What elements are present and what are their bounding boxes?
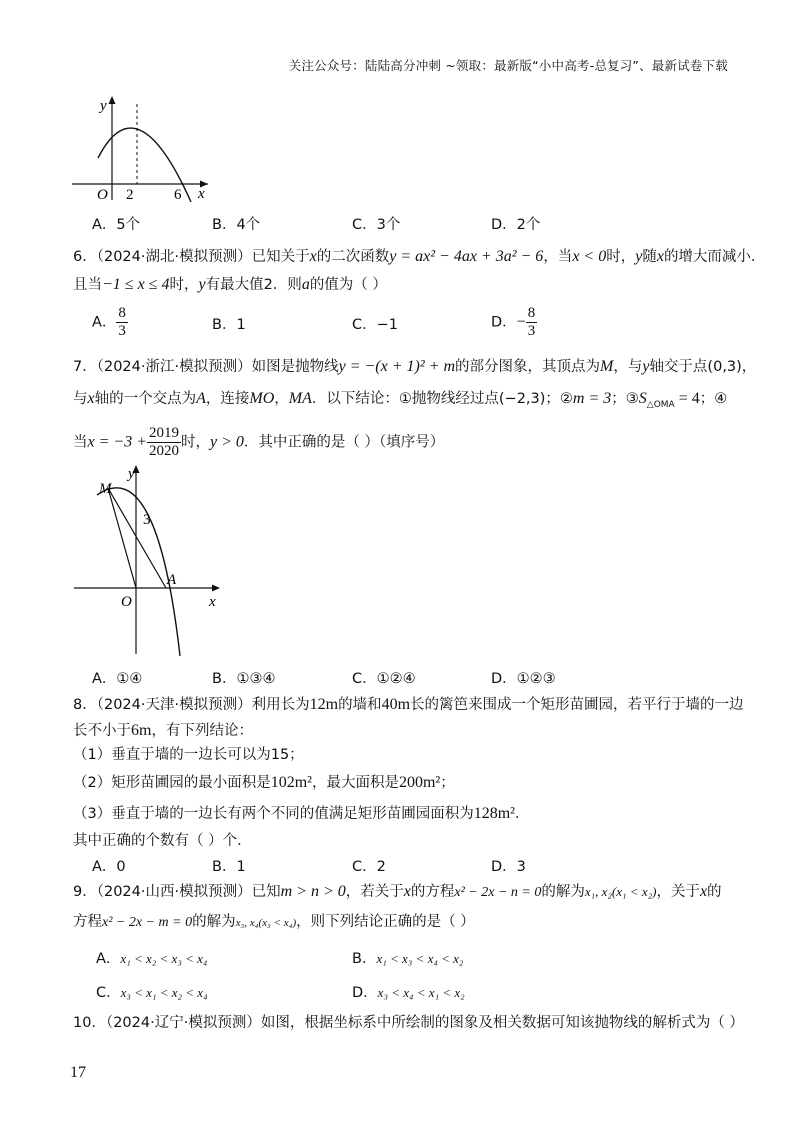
x-axis-arrow bbox=[212, 585, 220, 592]
y-label: y bbox=[100, 98, 107, 114]
q7-option-b[interactable]: B．①③④ bbox=[212, 671, 276, 687]
q8-option-c[interactable]: C．2 bbox=[352, 859, 386, 875]
q8-conclusion-2: （2）矩形苗圃园的最小面积是102m²，最大面积是200m²； bbox=[73, 774, 455, 791]
x-label: x bbox=[198, 186, 205, 202]
q7-line-3: 当x = −3 + $\frac{2019}{2020}$ 时，y > 0．其中正确的是（ ）（填序号） bbox=[73, 425, 445, 459]
tick-3: 3 bbox=[143, 512, 151, 528]
point-a-label: A bbox=[167, 572, 177, 588]
q9-line-1: 9．（2024·山西·模拟预测）已知m > n > 0，若关于x的方程x² − 2x − n = 0的解为x₁, x₂(x₁ < x₂)，关于x的 bbox=[73, 883, 722, 900]
q6-line-1: 6．（2024·湖北·模拟预测）已知关于x的二次函数y = ax² − 4ax + 3a² − 6，当x < 0时，y随x的增大而减小． bbox=[73, 248, 766, 265]
q6-line-2: 且当−1 ≤ x ≤ 4时，y有最大值2．则a的值为（ ） bbox=[73, 276, 387, 293]
q8-option-d[interactable]: D．3 bbox=[491, 859, 526, 875]
q7-option-d[interactable]: D．①②③ bbox=[491, 671, 556, 687]
q7-option-c[interactable]: C．①②④ bbox=[352, 671, 416, 687]
q6-option-b[interactable]: B．1 bbox=[212, 317, 246, 333]
figure-2-parabola bbox=[70, 462, 230, 656]
origin-label: O bbox=[121, 594, 132, 610]
q8-line-2: 长不小于6m，有下列结论： bbox=[73, 722, 253, 739]
origin-label: O bbox=[97, 187, 108, 203]
q10-line-1: 10．（2024·辽宁·模拟预测）如图，根据坐标系中所绘制的图象及相关数据可知该抛物线的解析式为（ ） bbox=[73, 1015, 744, 1031]
q9-option-c[interactable]: C．x₃ < x₁ < x₂ < x₄ bbox=[96, 985, 208, 1001]
q9-option-a[interactable]: A．x₁ < x₂ < x₃ < x₄ bbox=[96, 951, 208, 967]
q8-option-b[interactable]: B．1 bbox=[212, 859, 246, 875]
q5-option-b[interactable]: B．4个 bbox=[212, 217, 261, 233]
y-axis-arrow bbox=[109, 96, 116, 104]
y-label: y bbox=[128, 466, 135, 482]
q6-option-c[interactable]: C．−1 bbox=[352, 317, 398, 333]
q9-option-d[interactable]: D．x₃ < x₄ < x₁ < x₂ bbox=[352, 985, 465, 1001]
q5-option-c[interactable]: C．3个 bbox=[352, 217, 401, 233]
q5-option-a[interactable]: A．5个 bbox=[92, 217, 141, 233]
segment-mo bbox=[108, 488, 136, 588]
figure-1-parabola bbox=[68, 92, 218, 204]
q8-line-1: 8．（2024·天津·模拟预测）利用长为12m的墙和40m长的篱笆来围成一个矩形苗圃园，若平行于墙的一边 bbox=[73, 696, 744, 713]
q7-line-1: 7．（2024·浙江·模拟预测）如图是抛物线y = −(x + 1)² + m的部分图象，其顶点为M，与y轴交于点(0,3)， bbox=[73, 358, 757, 375]
q5-option-d[interactable]: D．2个 bbox=[491, 217, 541, 233]
tick-2: 2 bbox=[126, 187, 134, 203]
q8-option-a[interactable]: A．0 bbox=[92, 859, 126, 875]
q8-conclusion-1: （1）垂直于墙的一边长可以为15； bbox=[73, 747, 304, 763]
q6-option-d[interactable]: D．− $\frac{8}{3}$ bbox=[491, 305, 536, 339]
x-label: x bbox=[209, 594, 216, 610]
page-header: 关注公众号：陆陆高分冲刺 ~领取：最新版“小中高考-总复习”、最新试卷下载 bbox=[288, 58, 728, 73]
q7-line-2: 与x轴的一个交点为A，连接MO，MA．以下结论：①抛物线经过点(−2,3)；②m = 3；$③S_{\triangle OMA} = 4$；④ bbox=[73, 390, 728, 410]
q9-option-b[interactable]: B．x₁ < x₃ < x₄ < x₂ bbox=[352, 951, 464, 967]
q8-question: 其中正确的个数有（ ）个． bbox=[73, 833, 252, 849]
tick-6: 6 bbox=[174, 187, 182, 203]
vertex-m-label: M bbox=[99, 481, 112, 497]
q6-option-a[interactable]: A． $\frac{8}{3}$ bbox=[92, 305, 126, 339]
q9-line-2: 方程x² − 2x − m = 0的解为x₃, x₄(x₃ < x₄)，则下列结论正确的是（ ） bbox=[73, 914, 475, 930]
q8-conclusion-3: （3）垂直于墙的一边长有两个不同的值满足矩形苗圃园面积为128m²． bbox=[73, 805, 530, 822]
page-number: 17 bbox=[70, 1064, 86, 1081]
q7-option-a[interactable]: A．①④ bbox=[92, 671, 143, 687]
